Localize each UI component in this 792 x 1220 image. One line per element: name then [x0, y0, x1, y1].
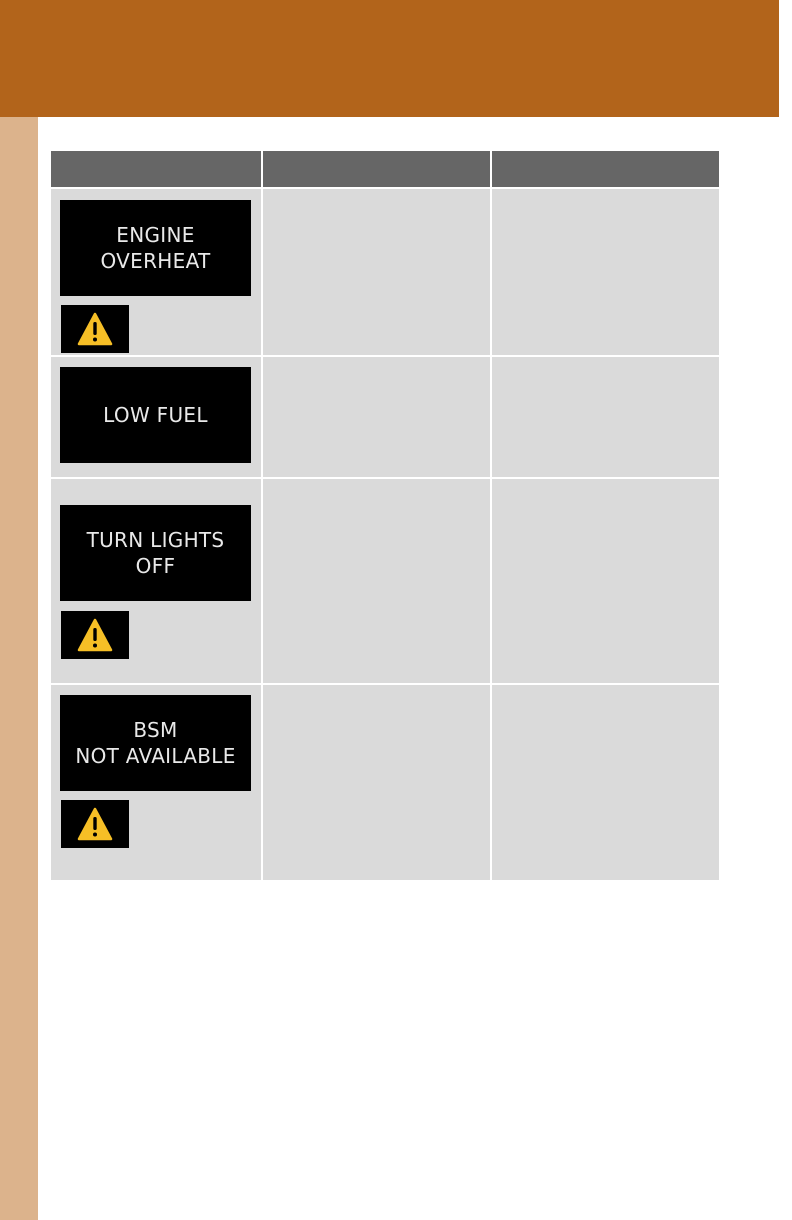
details-cell	[262, 684, 491, 880]
header-cell-action	[491, 151, 719, 188]
message-display	[60, 367, 251, 463]
top-bar	[0, 0, 792, 117]
action-cell	[491, 478, 719, 684]
warning-triangle-icon	[61, 305, 129, 353]
action-cell	[491, 684, 719, 880]
warning-triangle-icon	[61, 611, 129, 659]
header-cell-message	[51, 151, 262, 188]
message-display-text: LOW FUEL	[103, 403, 208, 427]
table-header-row	[51, 151, 719, 188]
table-row	[51, 188, 719, 356]
table-row	[51, 684, 719, 880]
message-cell	[51, 356, 262, 478]
message-display	[60, 200, 251, 296]
message-display-text: TURN LIGHTS OFF	[86, 528, 225, 578]
message-cell	[51, 188, 262, 356]
message-display-text: ENGINE OVERHEAT	[100, 223, 211, 273]
details-cell	[262, 188, 491, 356]
action-cell	[491, 356, 719, 478]
warning-messages-table	[51, 151, 719, 880]
warning-triangle-icon	[61, 800, 129, 848]
details-cell	[262, 356, 491, 478]
message-display	[60, 695, 251, 791]
message-display-text: BSM NOT AVAILABLE	[75, 718, 236, 768]
top-bar-edge	[779, 0, 792, 117]
details-cell	[262, 478, 491, 684]
message-cell	[51, 684, 262, 880]
action-cell	[491, 188, 719, 356]
message-display	[60, 505, 251, 601]
table-row	[51, 356, 719, 478]
table-row	[51, 478, 719, 684]
message-cell	[51, 478, 262, 684]
header-cell-details	[262, 151, 491, 188]
side-strip	[0, 117, 38, 1220]
